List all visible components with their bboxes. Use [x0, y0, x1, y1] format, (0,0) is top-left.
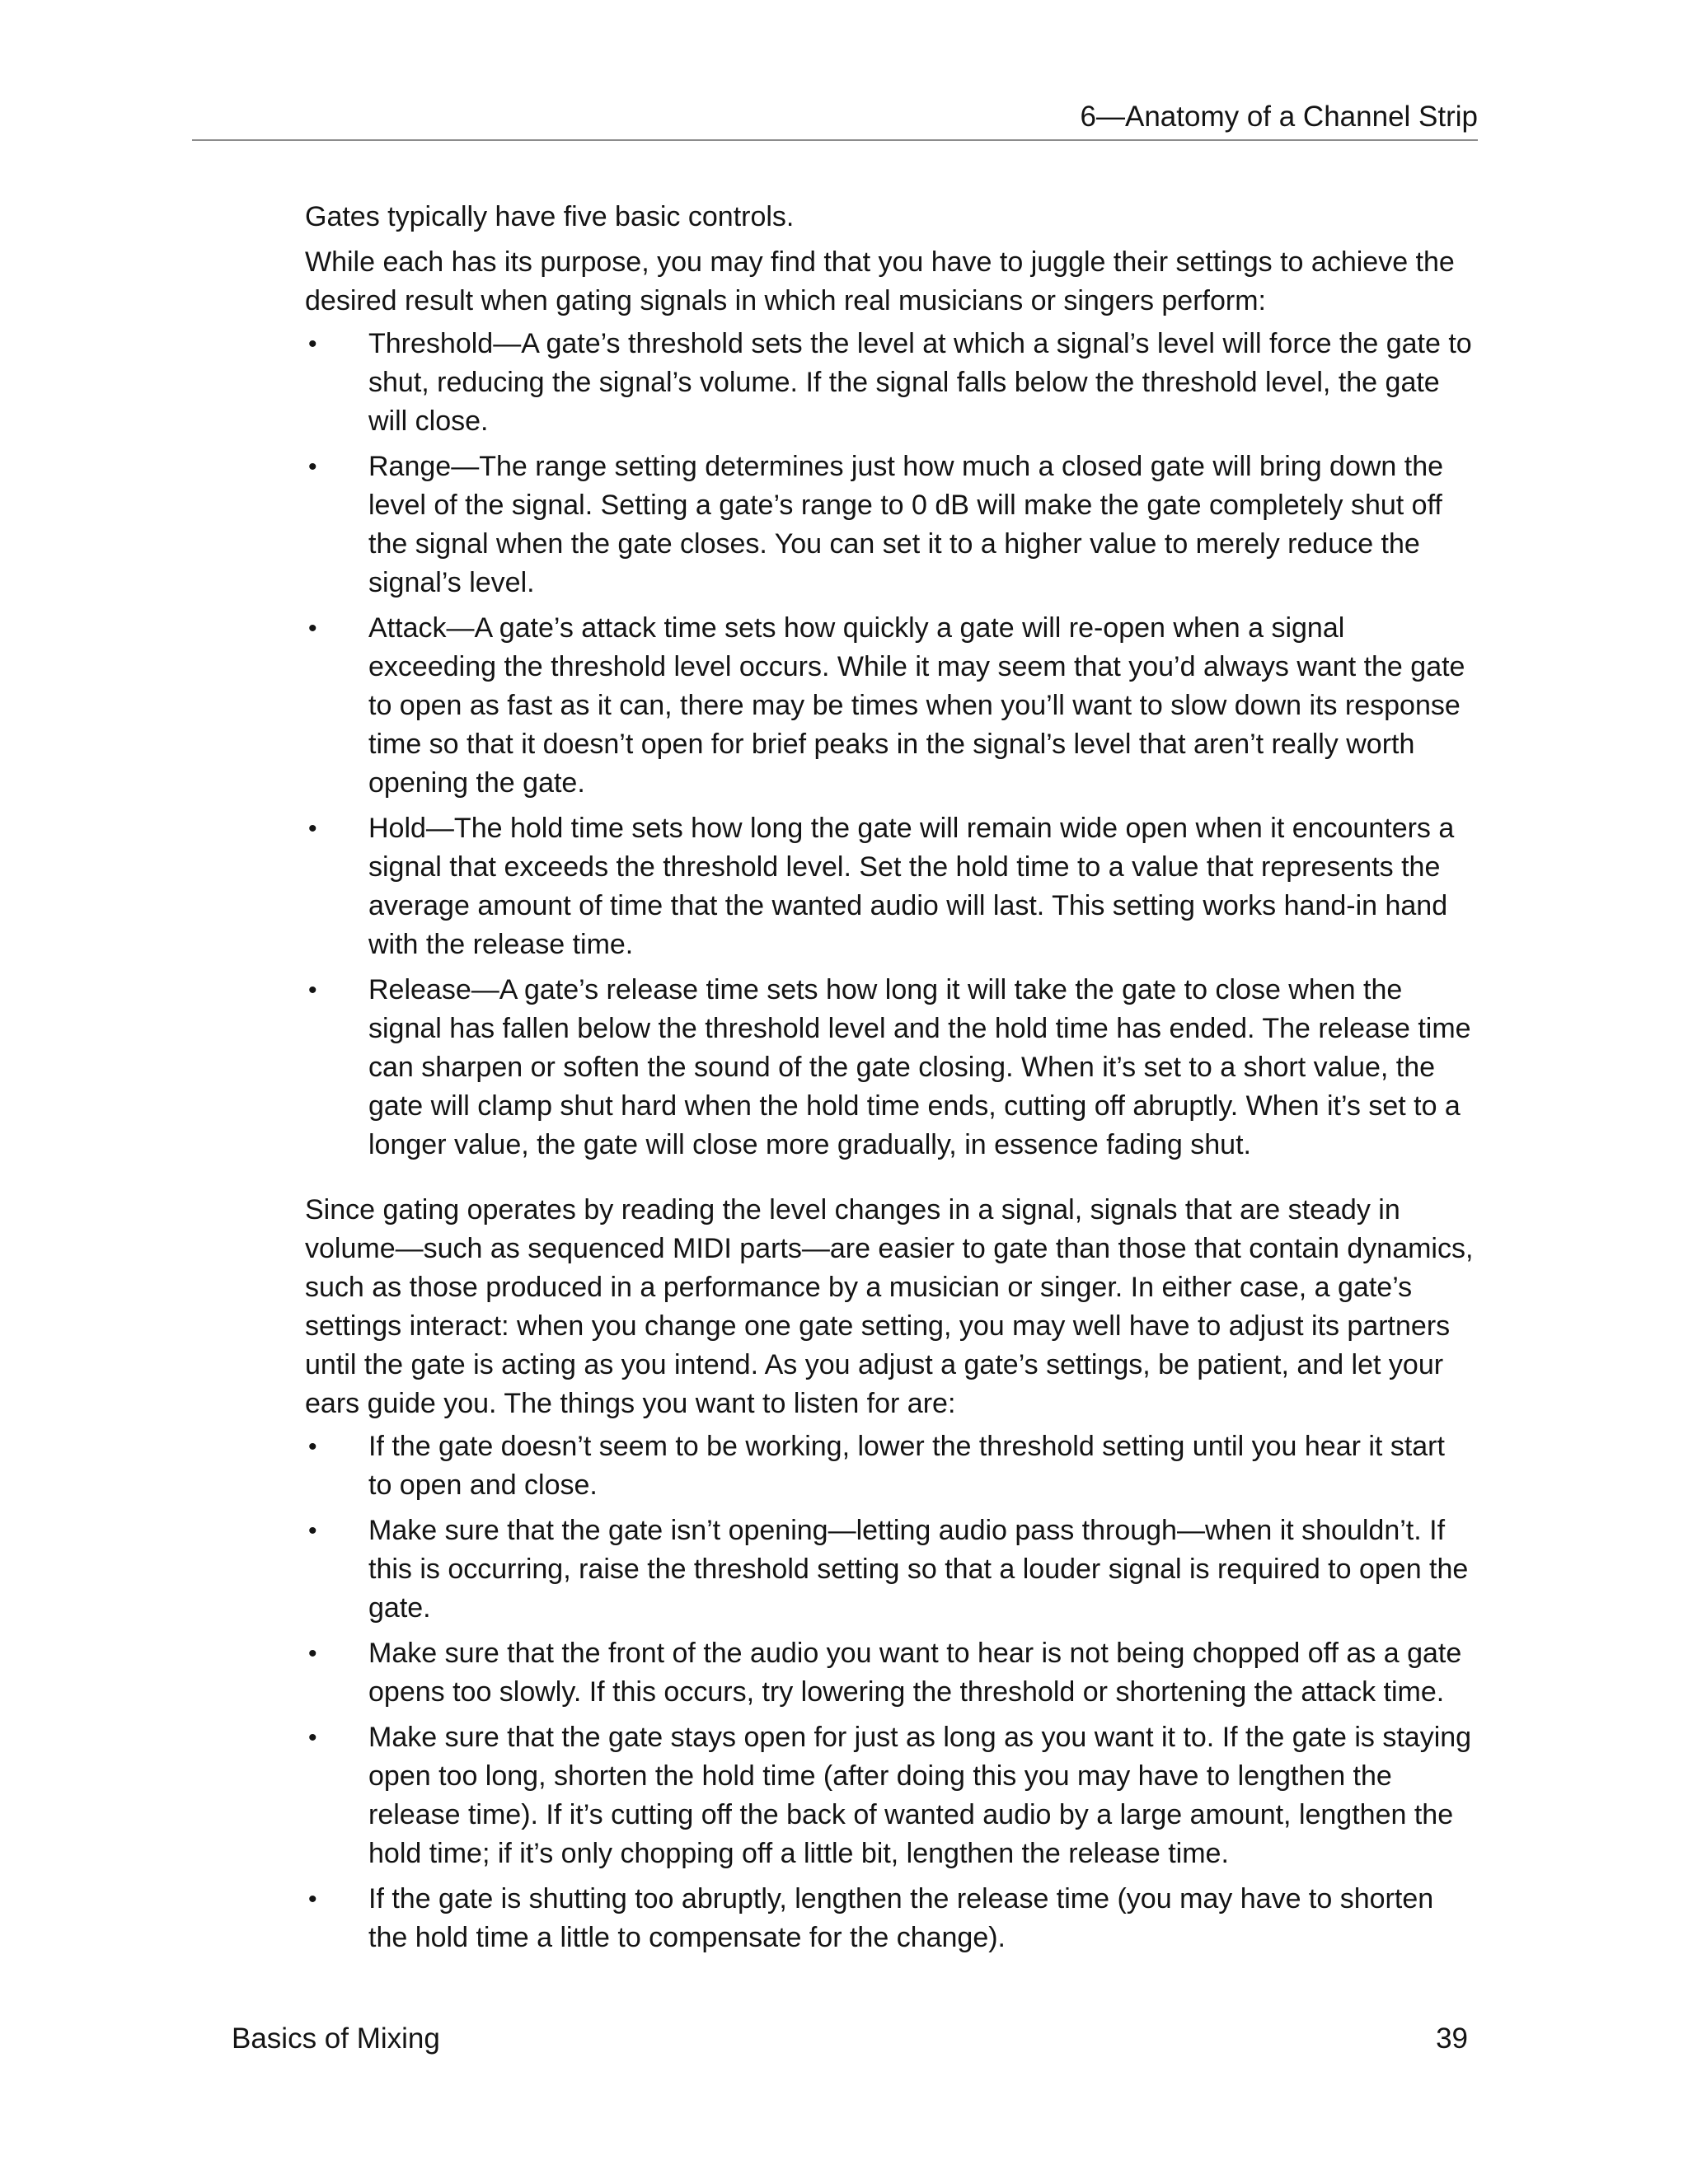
gate-controls-list — [305, 325, 1475, 1165]
intro-paragraph: Gates typically have five basic controls. — [305, 201, 795, 232]
list-item-text: Hold—The hold time sets how long the gate will remain wide open when it encounters a signal that exceeds the threshold level. Set the hold time to a value that represents the average amount of time that the wanted audio will last. This setting works hand-in hand with the release time. — [368, 813, 1455, 960]
bullet-icon: • — [308, 1724, 317, 1751]
page-body — [305, 198, 1475, 1957]
list-item-text: Make sure that the gate stays open for just as long as you want it to. If the gate is staying open too long, shorten the hold time (after doing this you may have to lengthen the release time). If it’s cutting off the back of wanted audio by a large amount, lengthen the hold time; if it’s only chopping off a little bit, lengthen the release time. — [368, 1722, 1472, 1869]
list-item-text: If the gate doesn’t seem to be working, lower the threshold setting until you hear it start to open and close. — [368, 1431, 1445, 1501]
list-item-text: Release—A gate’s release time sets how long it will take the gate to close when the signal has fallen below the threshold level and the hold time has ended. The release time can sharpen or soften the sound of the gate closing. When it’s set to a short value, the gate will clamp shut hard when the hold time ends, cutting off abruptly. When it’s set to a longer value, the gate will close more gradually, in essence fading shut. — [368, 974, 1471, 1160]
list-item-text: Make sure that the front of the audio you want to hear is not being chopped off as a gate opens too slowly. If this occurs, try lowering the threshold or shortening the attack time. — [368, 1638, 1462, 1708]
list-item-tip — [305, 1634, 1475, 1712]
list-item-release — [305, 971, 1475, 1165]
list-item-text: Make sure that the gate isn’t opening—letting audio pass through—when it shouldn’t. If this is occurring, raise the threshold setting so that a louder signal is required to open the gate. — [368, 1515, 1469, 1624]
bullet-icon: • — [308, 453, 317, 480]
page-footer — [232, 2021, 1468, 2060]
list-item-tip — [305, 1427, 1475, 1505]
list-item-tip — [305, 1880, 1475, 1957]
list-item-hold — [305, 809, 1475, 964]
list-item-threshold — [305, 325, 1475, 441]
list-item-text: Threshold—A gate’s threshold sets the level at which a signal’s level will force the gate to shut, reducing the signal’s volume. If the signal falls below the threshold level, the gate will close. — [368, 328, 1472, 437]
list-item-range — [305, 448, 1475, 602]
page-header — [192, 97, 1478, 140]
bullet-icon: • — [308, 330, 317, 358]
listening-tips-list — [305, 1427, 1475, 1957]
gating-dynamics-paragraph: Since gating operates by reading the level changes in a signal, signals that are steady in volume—such as sequenced MIDI parts—are easier to gate than those that contain dynamics, such as those produced in a performance by a musician or singer. In either case, a gate’s settings interact: when you change one gate setting, you may well have to adjust its partners until the gate is acting as you intend. As you adjust a gate’s settings, be patient, and let your ears guide you. The things you want to listen for are: — [305, 1194, 1474, 1419]
bullet-icon: • — [308, 815, 317, 842]
list-item-tip — [305, 1511, 1475, 1628]
list-item-text: Attack—A gate’s attack time sets how quickly a gate will re-open when a signal exceeding the threshold level occurs. While it may seem that you’d always want the gate to open as fast as it can, there may be times when you’ll want to slow down its response time so that it doesn’t open for brief peaks in the signal’s level that aren’t really worth opening the gate. — [368, 612, 1465, 799]
bullet-icon: • — [308, 977, 317, 1004]
list-item-tip — [305, 1718, 1475, 1873]
list-item-attack — [305, 609, 1475, 803]
running-header-title: 6—Anatomy of a Channel Strip — [1080, 101, 1478, 133]
header-rule — [192, 139, 1478, 141]
controls-intro-paragraph: While each has its purpose, you may find that you have to juggle their settings to achieve the desired result when gating signals in which real musicians or singers perform: — [305, 246, 1455, 316]
page-number: 39 — [1436, 2022, 1468, 2055]
bullet-icon: • — [308, 1433, 317, 1460]
list-item-text: If the gate is shutting too abruptly, lengthen the release time (you may have to shorten the hold time a little to compensate for the change). — [368, 1883, 1434, 1953]
bullet-icon: • — [308, 615, 317, 642]
bullet-icon: • — [308, 1517, 317, 1544]
bullet-icon: • — [308, 1886, 317, 1913]
footer-book-title: Basics of Mixing — [232, 2022, 440, 2055]
bullet-icon: • — [308, 1640, 317, 1667]
list-item-text: Range—The range setting determines just how much a closed gate will bring down the level of the signal. Setting a gate’s range to 0 dB will make the gate completely shut off the signal when the gate closes. You can set it to a higher value to merely reduce the signal’s level. — [368, 451, 1444, 598]
